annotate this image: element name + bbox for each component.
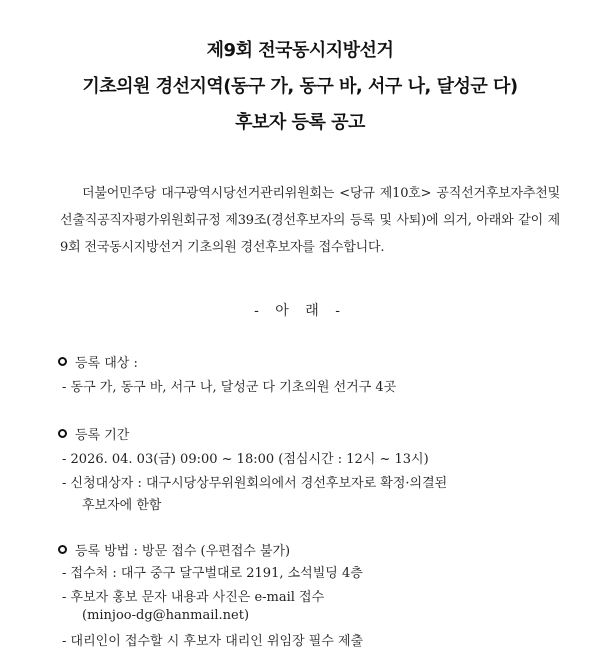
intro-paragraph: 더불어민주당 대구광역시당선거관리위원회는 <당규 제10호> 공직선거후보자추천및선출직공직자평가위원회규정 제39조(경선후보자의 등록 및 사퇴)에 의거, 아래와 같이 제9회 전국동시지방선거 기초의원 경선후보자를 접수합니다. xyxy=(60,186,560,255)
circle-bullet-icon xyxy=(58,429,67,438)
list-item: - 대리인이 접수할 시 후보자 대리인 위임장 필수 제출 xyxy=(62,634,364,649)
email-address: (minjoo-dg@hanmail.net) xyxy=(82,608,250,623)
list-item-continuation: 후보자에 한함 xyxy=(82,498,162,513)
title-line-3: 후보자 등록 공고 xyxy=(235,112,365,133)
title-line-1: 제9회 전국동시지방선거 xyxy=(206,40,394,61)
list-item: - 2026. 04. 03(금) 09:00 ~ 18:00 (점심시간 : 12시 ~ 13시) xyxy=(62,452,429,467)
list-item: - 후보자 홍보 문자 내용과 사진은 e-mail 접수 xyxy=(62,590,325,605)
notice-heading: - 아 래 - xyxy=(254,303,346,319)
section-title: 등록 방법 : 방문 접수 (우편접수 불가) xyxy=(75,544,291,559)
section-title: 등록 대상 : xyxy=(75,356,138,371)
title-line-2: 기초의원 경선지역(동구 가, 동구 바, 서구 나, 달성군 다) xyxy=(82,76,518,97)
section-registration-method xyxy=(58,540,290,559)
list-item: - 접수처 : 대구 중구 달구벌대로 2191, 소석빌딩 4층 xyxy=(62,566,363,581)
section-registration-period xyxy=(58,424,129,443)
circle-bullet-icon xyxy=(58,545,67,554)
section-registration-target xyxy=(58,352,138,371)
section-title: 등록 기간 xyxy=(75,428,130,443)
list-item: - 신청대상자 : 대구시당상무위원회의에서 경선후보자로 확정·의결된 xyxy=(62,476,448,491)
circle-bullet-icon xyxy=(58,357,67,366)
list-item: - 동구 가, 동구 바, 서구 나, 달성군 다 기초의원 선거구 4곳 xyxy=(62,380,397,395)
